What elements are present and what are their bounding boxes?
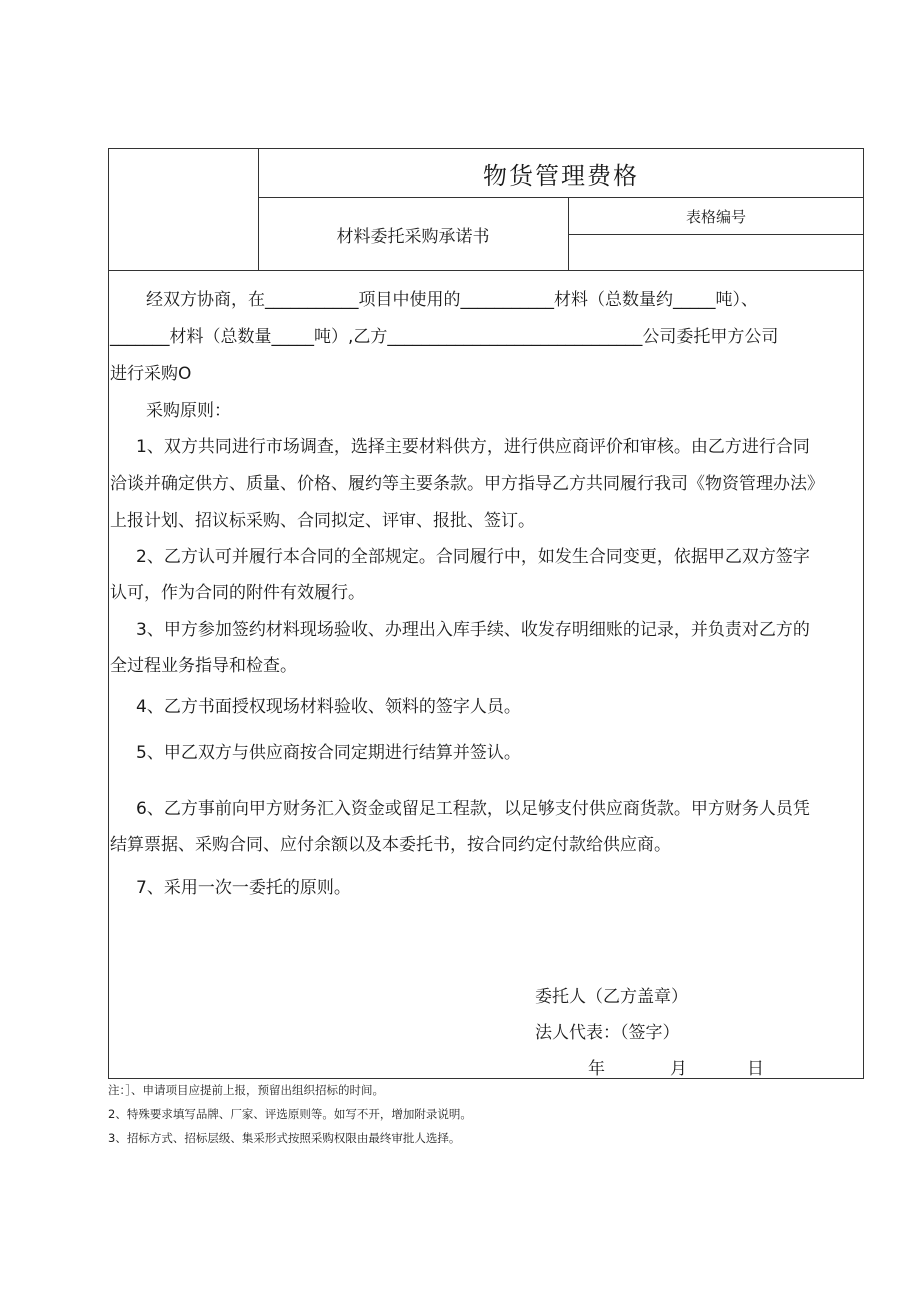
item-2-line-2: 认可，作为合同的附件有效履行。 (110, 583, 365, 603)
date-day: 日 (747, 1059, 764, 1079)
item-7: 7、采用一次一委托的原则。 (136, 878, 351, 898)
footnote-2: 2、特殊要求填写品牌、厂家、评选原则等。如写不开，增加附录说明。 (108, 1107, 472, 1121)
item-2-line-1: 2、乙方认可并履行本合同的全部规定。合同履行中，如发生合同变更，依据甲乙双方签字 (136, 547, 810, 567)
item-1-line-2: 洽谈并确定供方、质量、价格、履约等主要条款。甲方指导乙方共同履行我司《物资管理办法》 (110, 474, 824, 494)
header-bottom-divider (108, 270, 864, 271)
item-6-line-1: 6、乙方事前向甲方财务汇入资金或留足工程款，以足够支付供应商货款。甲方财务人员凭 (136, 799, 810, 819)
principal-seal-label: 委托人（乙方盖章） (535, 987, 688, 1007)
item-6-line-2: 结算票据、采购合同、应付余额以及本委托书，按合同约定付款给供应商。 (110, 835, 671, 855)
item-1-line-3: 上报计划、招议标采购、合同拟定、评审、报批、签订。 (110, 511, 535, 531)
intro-line-1: 经双方协商，在___________项目中使用的___________材料（总数量约_____吨）、 (146, 290, 758, 310)
item-4: 4、乙方书面授权现场材料验收、领料的签字人员。 (136, 697, 521, 717)
form-number-label: 表格编号 (685, 207, 746, 226)
item-1-line-1: 1、双方共同进行市场调查，选择主要材料供方，进行供应商评价和审核。由乙方进行合同 (136, 437, 810, 457)
footnote-3: 3、招标方式、招标层级、集采形式按照采购权限由最终审批人选择。 (108, 1131, 461, 1145)
intro-line-2: _______材料（总数量_____吨）,乙方______________________________公司委托甲方公司 (110, 327, 779, 347)
footnote-1: 注：］、申请项目应提前上报，预留出组织招标的时间。 (108, 1083, 384, 1097)
item-5: 5、甲乙双方与供应商按合同定期进行结算并签认。 (136, 743, 521, 763)
form-title: 物货管理费格 (483, 161, 639, 190)
date-year: 年 (588, 1059, 605, 1079)
item-3-line-1: 3、甲方参加签约材料现场验收、办理出入库手续、收发存明细账的记录，并负责对乙方的 (136, 620, 810, 640)
form-subtitle: 材料委托采购承诺书 (336, 226, 490, 247)
item-3-line-2: 全过程业务指导和检查。 (110, 656, 297, 676)
intro-line-3: 进行采购O (110, 364, 192, 384)
date-month: 月 (670, 1059, 687, 1079)
form-number-field[interactable] (568, 235, 864, 270)
legal-representative-label: 法人代表：（签字） (535, 1023, 680, 1043)
principles-heading: 采购原则： (146, 401, 231, 421)
